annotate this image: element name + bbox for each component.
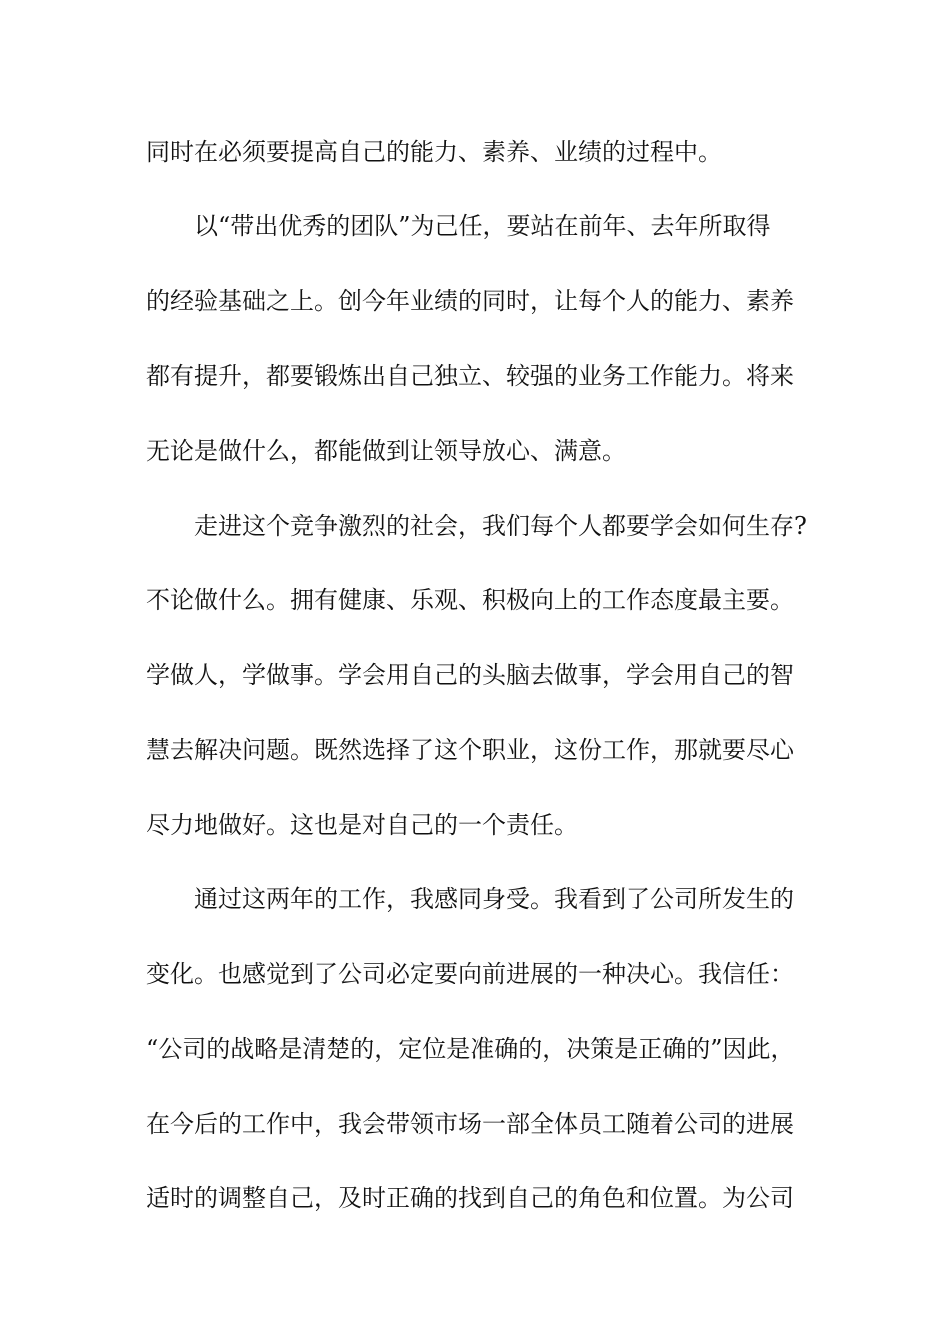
text-line: 不论做什么。拥有健康、乐观、积极向上的工作态度最主要。: [146, 586, 794, 614]
text-line: 在今后的工作中，我会带领市场一部全体员工随着公司的进展: [146, 1110, 794, 1138]
text-line: 变化。也感觉到了公司必定要向前进展的一种决心。我信任：: [146, 960, 794, 988]
paragraph-start-line: 走进这个竞争激烈的社会，我们每个人都要学会如何生存?: [194, 512, 807, 540]
text-line: 慧去解决问题。既然选择了这个职业，这份工作，那就要尽心: [146, 736, 794, 764]
text-line: 同时在必须要提高自己的能力、素养、业绩的过程中。: [146, 138, 722, 166]
text-line: 学做人，学做事。学会用自己的头脑去做事，学会用自己的智: [146, 661, 794, 689]
text-line: 都有提升，都要锻炼出自己独立、较强的业务工作能力。将来: [146, 362, 794, 390]
paragraph-start-line: 通过这两年的工作，我感同身受。我看到了公司所发生的: [194, 885, 794, 913]
text-line: 无论是做什么，都能做到让领导放心、满意。: [146, 437, 626, 465]
text-line: 的经验基础之上。创今年业绩的同时，让每个人的能力、素养: [146, 287, 794, 315]
text-line: 适时的调整自己，及时正确的找到自己的角色和位置。为公司: [146, 1184, 794, 1212]
text-line: 尽力地做好。这也是对自己的一个责任。: [146, 811, 578, 839]
text-line: “公司的战略是清楚的，定位是准确的，决策是正确的”因此，: [146, 1035, 795, 1063]
paragraph-start-line: 以“带出优秀的团队”为己任，要站在前年、去年所取得: [194, 212, 771, 240]
